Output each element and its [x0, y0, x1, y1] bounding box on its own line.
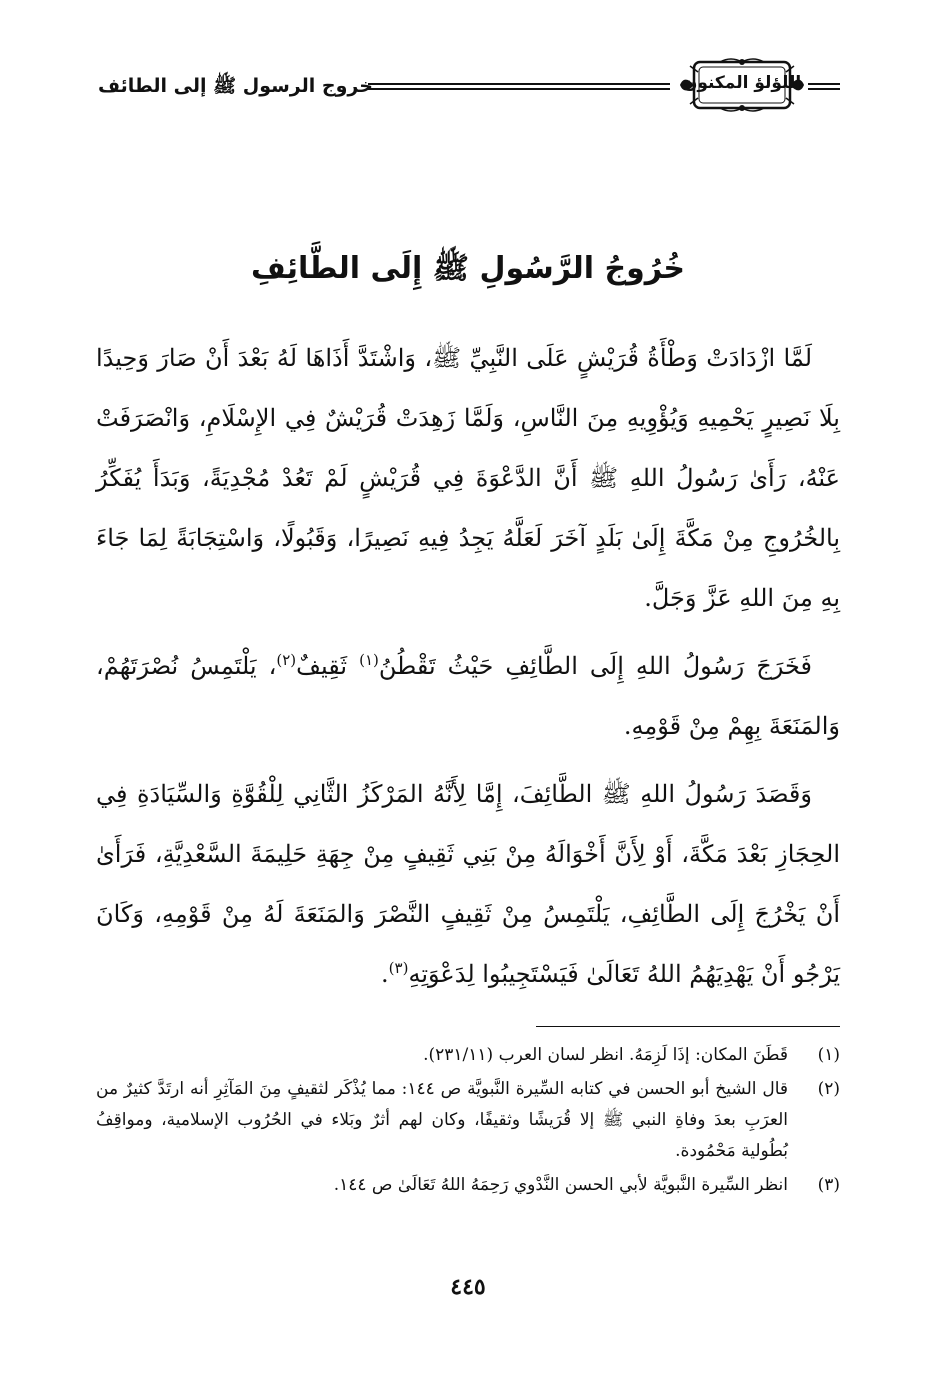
page-header	[96, 58, 840, 114]
page-number: ٤٤٥	[450, 1274, 486, 1300]
chapter-heading: خُرُوجُ الرَّسُولِ ﷺ إِلَى الطَّائِفِ	[250, 251, 686, 286]
footnote-1	[96, 1040, 840, 1071]
paragraph-2-text-a: فَخَرَجَ رَسُولُ اللهِ إِلَى الطَّائِفِ حَيْثُ تَقْطُنُ	[378, 652, 813, 680]
header-rule-right	[808, 83, 840, 90]
footnote-number: (٢)	[817, 1079, 840, 1099]
footnote-ref-3[interactable]: (٣)	[388, 959, 409, 977]
footnote-text: انظر السِّيرة النَّبويَّة لأبي الحسن النَّدْوي رَحِمَهُ اللهُ تَعَالَىٰ ص ١٤٤.	[333, 1175, 788, 1195]
paragraph-3-text-b: .	[381, 960, 389, 988]
footnotes	[96, 1040, 840, 1204]
paragraph-2-text-b: ثَقِيفٌ	[296, 652, 360, 680]
book-title-cartouche	[680, 58, 804, 114]
footnote-number: (١)	[817, 1045, 840, 1065]
footnote-text: قال الشيخ أبو الحسن في كتابه السِّيرة النَّبويَّة ص ١٤٤: مما يُذْكَر لثقيفٍ مِنَ المَآثِرِ أنه ارتَدَّ كثيرٌ من العرَبِ بعدَ وفاةِ النبي ﷺ إلا قُرَيشًا وثقيفًا، وكان لهم أثرٌ وبَلاء في الحُرُوب الإسلامية، ومواقِفُ بُطُولية مَحْمُودة.	[96, 1079, 788, 1161]
footnote-number: (٣)	[817, 1175, 840, 1195]
footnote-2	[96, 1074, 840, 1167]
paragraph-1: لَمَّا ازْدَادَتْ وَطْأَةُ قُرَيْشٍ عَلَى النَّبِيِّ ﷺ، وَاشْتَدَّ أَذَاهَا لَهُ بَعْدَ أَنْ صَارَ وَحِيدًا بِلَا نَصِيرٍ يَحْمِيهِ وَيُؤْوِيهِ مِنَ النَّاسِ، وَلَمَّا زَهِدَتْ قُرَيْشٌ فِي الإِسْلَامِ، وَانْصَرَفَتْ عَنْهُ، رَأَىٰ رَسُولُ اللهِ ﷺ أَنَّ الدَّعْوَةَ فِي قُرَيْشٍ لَمْ تَعُدْ مُجْدِيَةً، وَبَدَأَ يُفَكِّرُ بِالخُرُوجِ مِنْ مَكَّةَ إِلَىٰ بَلَدٍ آخَرَ لَعَلَّهُ يَجِدُ فِيهِ نَصِيرًا، وَقَبُولًا، وَاسْتِجَابَةً لِمَا جَاءَ بِهِ مِنَ اللهِ عَزَّ وَجَلَّ.	[96, 344, 840, 612]
body-text	[96, 328, 840, 1004]
running-title: خروج الرسول ﷺ إلى الطائف	[98, 75, 373, 97]
paragraph-3	[96, 764, 840, 1004]
footnote-ref-2[interactable]: (٢)	[276, 651, 297, 669]
footnote-separator	[536, 1026, 840, 1027]
paragraph-2	[96, 636, 840, 756]
book-title: اللؤلؤ المكنون	[682, 73, 802, 93]
footnote-text: قَطَنَ المكان: إذَا لَزِمَهُ. انظر لسان العرب (٢٣١/١١).	[423, 1045, 788, 1065]
paragraph-3-text-a: وَقَصَدَ رَسُولُ اللهِ ﷺ الطَّائِفَ، إِمَّا لِأَنَّهُ المَرْكَزُ الثَّانِي لِلْقُوَّةِ وَالسِّيَادَةِ فِي الحِجَازِ بَعْدَ مَكَّةَ، أَوْ لِأَنَّ أَخْوَالَهُ مِنْ بَنِي ثَقِيفٍ مِنْ جِهَةِ حَلِيمَةَ السَّعْدِيَّةِ، فَرَأَىٰ أَنْ يَخْرُجَ إِلَى الطَّائِفِ، يَلْتَمِسُ مِنْ ثَقِيفٍ النَّصْرَ وَالمَنَعَةَ لَهُ مِنْ قَوْمِهِ، وَكَانَ يَرْجُو أَنْ يَهْدِيَهُمُ اللهُ تَعَالَىٰ فَيَسْتَجِيبُوا لِدَعْوَتِهِ	[96, 780, 840, 988]
footnote-ref-1[interactable]: (١)	[359, 651, 379, 669]
header-rule-left	[368, 83, 670, 90]
paragraph-2-text-c: ، يَلْتَمِسُ نُصْرَتَهُمْ، وَالمَنَعَةَ بِهِمْ مِنْ قَوْمِهِ.	[96, 652, 840, 740]
footnote-3	[96, 1170, 840, 1201]
